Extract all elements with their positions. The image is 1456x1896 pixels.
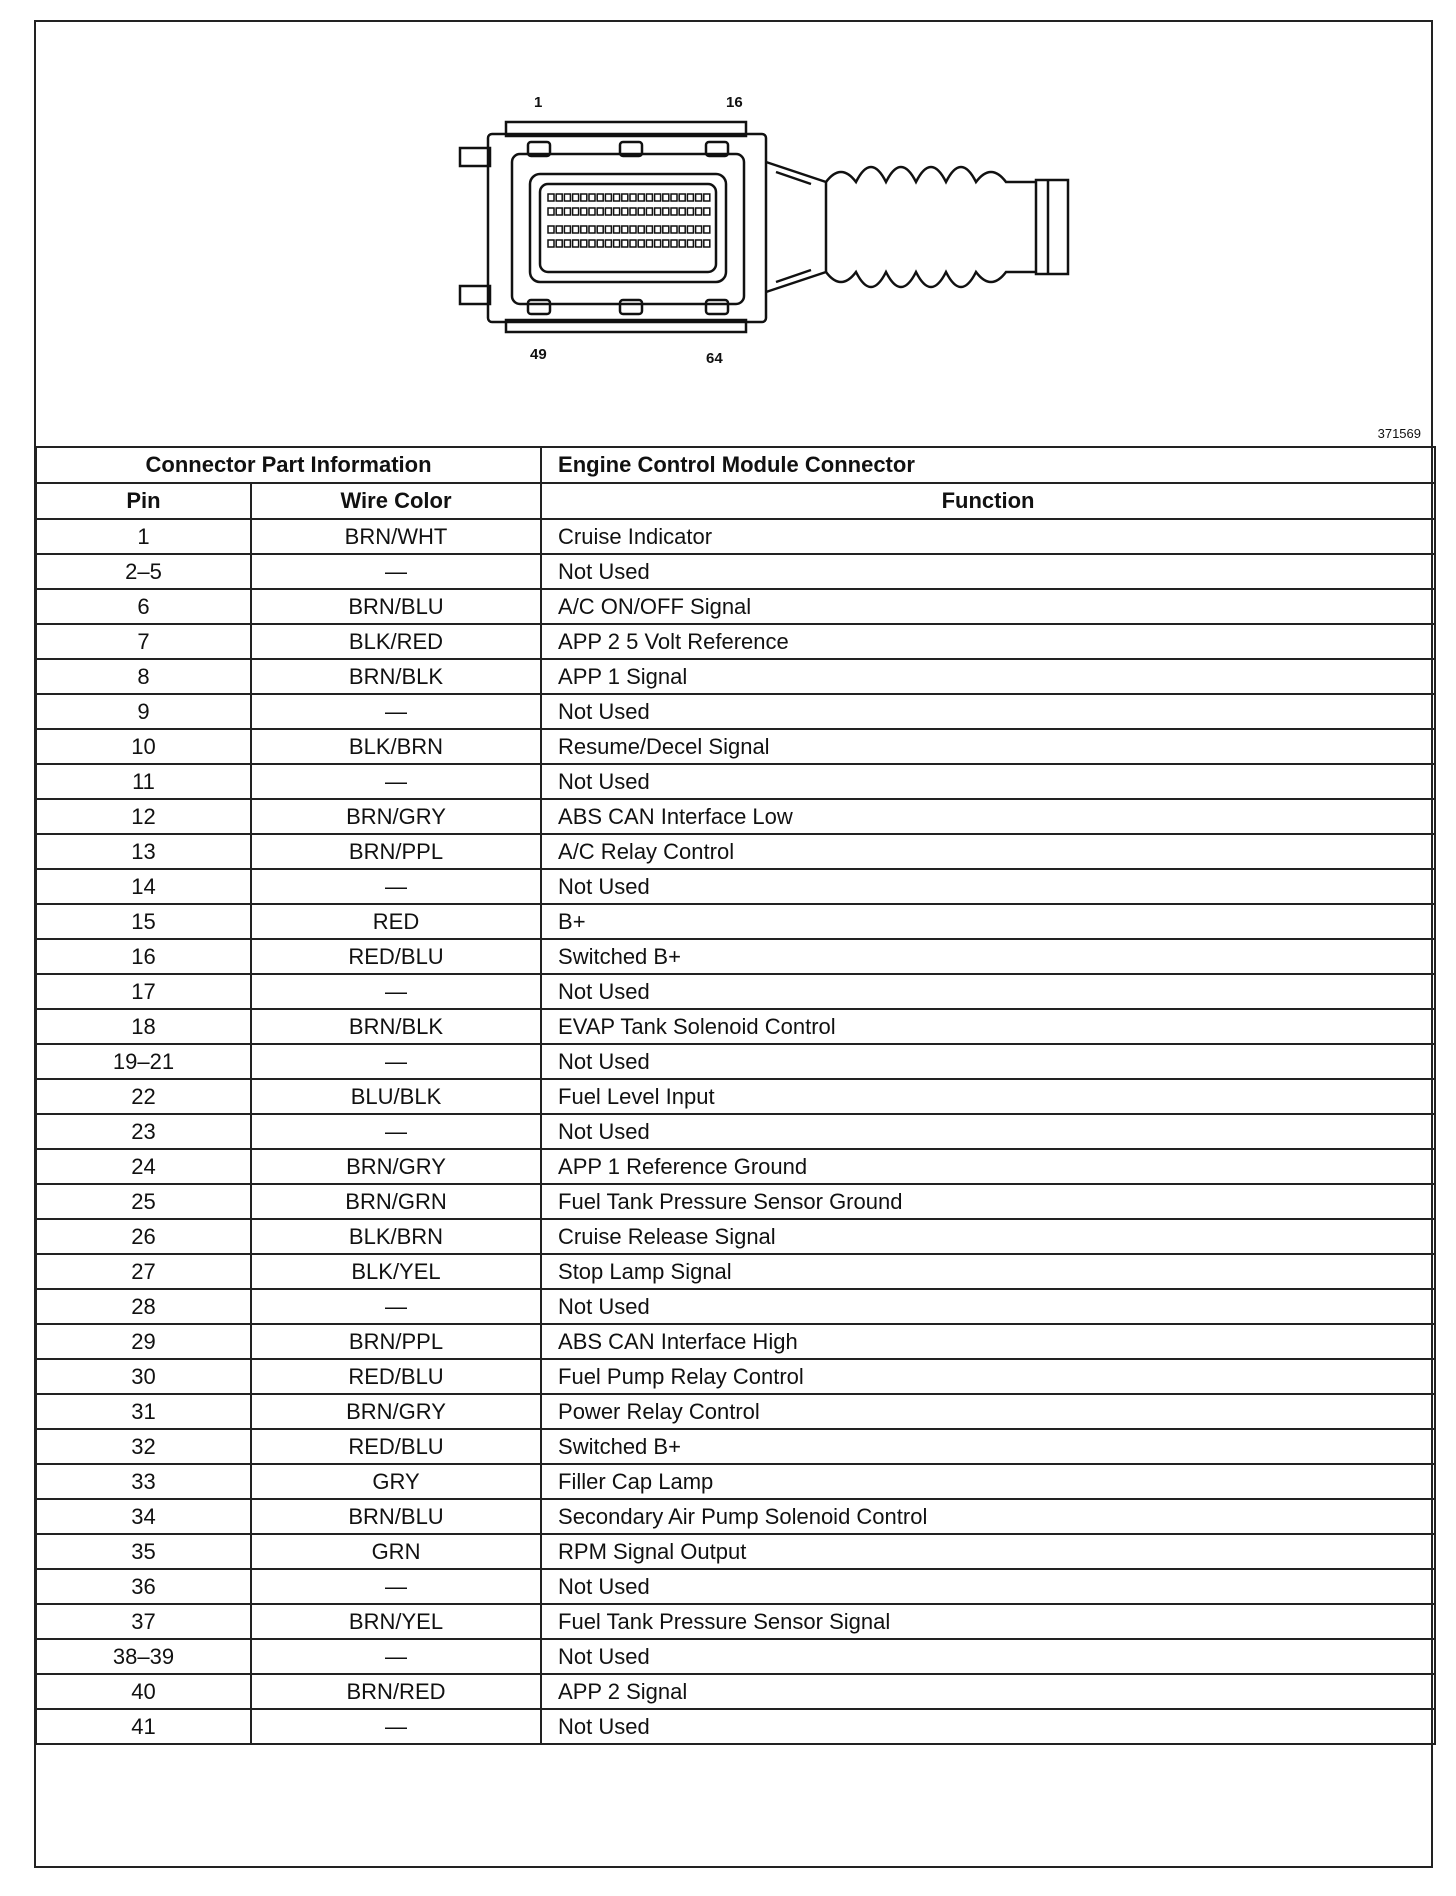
table-row <box>36 1079 1435 1114</box>
pin-cell: 7 <box>36 624 251 659</box>
pin-cavity <box>630 194 636 201</box>
function-cell: Not Used <box>541 1114 1435 1149</box>
wire-color-cell: BRN/GRY <box>251 1149 541 1184</box>
pin-cavity <box>655 194 661 201</box>
table-row <box>36 1674 1435 1709</box>
table-row <box>36 904 1435 939</box>
pin-cavity <box>614 208 620 215</box>
wire-color-cell: BRN/RED <box>251 1674 541 1709</box>
pin-cavity <box>671 226 677 233</box>
function-cell: Fuel Pump Relay Control <box>541 1359 1435 1394</box>
pin-cell: 22 <box>36 1079 251 1114</box>
pin-cell: 35 <box>36 1534 251 1569</box>
function-cell: ABS CAN Interface Low <box>541 799 1435 834</box>
table-row <box>36 1464 1435 1499</box>
function-cell: Not Used <box>541 1709 1435 1744</box>
header-ecm-connector: Engine Control Module Connector <box>541 447 1435 483</box>
pin-cavity <box>573 208 579 215</box>
pin-cavity <box>614 194 620 201</box>
pin-cell: 26 <box>36 1219 251 1254</box>
pin-cavity <box>622 208 628 215</box>
pin-cavity <box>671 208 677 215</box>
function-cell: Not Used <box>541 694 1435 729</box>
function-cell: Switched B+ <box>541 1429 1435 1464</box>
pin-cavity <box>589 226 595 233</box>
function-cell: A/C Relay Control <box>541 834 1435 869</box>
pin-cavity <box>614 240 620 247</box>
table-row <box>36 1044 1435 1079</box>
pin-cell: 34 <box>36 1499 251 1534</box>
pin-cavity <box>548 226 554 233</box>
pin-cavity <box>573 240 579 247</box>
pin-cavity <box>573 194 579 201</box>
wire-color-cell: BRN/BLK <box>251 659 541 694</box>
pin-cavity <box>679 208 685 215</box>
function-cell: Resume/Decel Signal <box>541 729 1435 764</box>
function-cell: Cruise Indicator <box>541 519 1435 554</box>
function-cell: Cruise Release Signal <box>541 1219 1435 1254</box>
function-cell: APP 2 5 Volt Reference <box>541 624 1435 659</box>
function-cell: Not Used <box>541 554 1435 589</box>
pin-cavity <box>679 226 685 233</box>
pin-cavity <box>581 194 587 201</box>
wire-color-cell: BRN/GRY <box>251 799 541 834</box>
pin-label-1: 1 <box>534 94 543 111</box>
wire-color-cell: — <box>251 1569 541 1604</box>
table-column-header <box>36 483 1435 519</box>
wire-color-cell: BRN/BLU <box>251 1499 541 1534</box>
pin-cavity <box>663 208 669 215</box>
function-cell: Stop Lamp Signal <box>541 1254 1435 1289</box>
function-cell: Switched B+ <box>541 939 1435 974</box>
pin-cavity <box>548 194 554 201</box>
pin-cell: 29 <box>36 1324 251 1359</box>
table-row <box>36 1359 1435 1394</box>
connector-drawing <box>36 22 1435 448</box>
table-row <box>36 1009 1435 1044</box>
pin-cell: 1 <box>36 519 251 554</box>
pin-cavity <box>704 208 710 215</box>
table-row <box>36 1184 1435 1219</box>
function-cell: B+ <box>541 904 1435 939</box>
wire-color-cell: BRN/YEL <box>251 1604 541 1639</box>
wire-color-cell: — <box>251 1044 541 1079</box>
table-row <box>36 729 1435 764</box>
pin-cell: 24 <box>36 1149 251 1184</box>
table-row <box>36 799 1435 834</box>
pin-cell: 41 <box>36 1709 251 1744</box>
function-cell: Not Used <box>541 869 1435 904</box>
pin-cell: 25 <box>36 1184 251 1219</box>
pin-cell: 30 <box>36 1359 251 1394</box>
wire-color-cell: BLK/BRN <box>251 1219 541 1254</box>
wire-color-cell: BLK/YEL <box>251 1254 541 1289</box>
table-row <box>36 939 1435 974</box>
pin-cavity <box>597 208 603 215</box>
pin-cell: 8 <box>36 659 251 694</box>
function-cell: EVAP Tank Solenoid Control <box>541 1009 1435 1044</box>
pin-cell: 12 <box>36 799 251 834</box>
pin-label-49: 49 <box>530 346 547 363</box>
pin-cavity <box>655 240 661 247</box>
pin-cavity <box>663 226 669 233</box>
wire-color-cell: BRN/WHT <box>251 519 541 554</box>
pin-cavity <box>564 194 570 201</box>
pin-cavity <box>614 226 620 233</box>
pin-cavity <box>704 194 710 201</box>
pin-cell: 33 <box>36 1464 251 1499</box>
table-row <box>36 554 1435 589</box>
document-frame <box>34 20 1433 1868</box>
pin-cell: 28 <box>36 1289 251 1324</box>
table-row <box>36 974 1435 1009</box>
wire-color-cell: RED/BLU <box>251 939 541 974</box>
pin-cell: 31 <box>36 1394 251 1429</box>
pin-label-64: 64 <box>706 350 723 367</box>
table-row <box>36 1639 1435 1674</box>
pin-cavity <box>696 194 702 201</box>
pin-cavity <box>564 226 570 233</box>
table-row <box>36 1324 1435 1359</box>
wire-color-cell: RED <box>251 904 541 939</box>
pin-cavity <box>638 208 644 215</box>
pin-cell: 32 <box>36 1429 251 1464</box>
pin-cavity <box>548 240 554 247</box>
wire-color-cell: BRN/GRY <box>251 1394 541 1429</box>
pin-cavity <box>556 226 562 233</box>
function-cell: Fuel Tank Pressure Sensor Signal <box>541 1604 1435 1639</box>
function-cell: APP 1 Reference Ground <box>541 1149 1435 1184</box>
pin-cavity <box>564 240 570 247</box>
table-row <box>36 1114 1435 1149</box>
figure-id: 371569 <box>1377 426 1421 441</box>
function-cell: APP 2 Signal <box>541 1674 1435 1709</box>
table-row <box>36 1429 1435 1464</box>
pin-cell: 9 <box>36 694 251 729</box>
function-cell: APP 1 Signal <box>541 659 1435 694</box>
pin-cavity <box>630 208 636 215</box>
wire-color-cell: GRN <box>251 1534 541 1569</box>
pin-cavity <box>663 240 669 247</box>
function-cell: Not Used <box>541 1639 1435 1674</box>
table-row <box>36 1289 1435 1324</box>
pin-cavity <box>556 208 562 215</box>
table-row <box>36 834 1435 869</box>
pin-cavity <box>581 208 587 215</box>
wire-color-cell: BRN/PPL <box>251 1324 541 1359</box>
table-row <box>36 1534 1435 1569</box>
pin-cavity <box>696 226 702 233</box>
wire-color-cell: — <box>251 1289 541 1324</box>
pin-cell: 16 <box>36 939 251 974</box>
function-cell: Power Relay Control <box>541 1394 1435 1429</box>
pin-cavity <box>696 208 702 215</box>
pin-cell: 15 <box>36 904 251 939</box>
wire-color-cell: BLK/BRN <box>251 729 541 764</box>
function-cell: Fuel Tank Pressure Sensor Ground <box>541 1184 1435 1219</box>
table-row <box>36 764 1435 799</box>
table-row <box>36 659 1435 694</box>
wire-color-cell: BRN/GRN <box>251 1184 541 1219</box>
wire-color-cell: — <box>251 694 541 729</box>
pin-cell: 6 <box>36 589 251 624</box>
pin-cavity <box>646 194 652 201</box>
table-row <box>36 624 1435 659</box>
pin-cavity <box>696 240 702 247</box>
pin-cavity <box>687 194 693 201</box>
col-wire-color-header: Wire Color <box>251 483 541 519</box>
pin-cavity <box>564 208 570 215</box>
pin-cell: 19–21 <box>36 1044 251 1079</box>
pin-cavity <box>556 240 562 247</box>
header-connector-part-info: Connector Part Information <box>36 447 541 483</box>
table-body <box>36 519 1435 1744</box>
pin-cell: 40 <box>36 1674 251 1709</box>
table-row <box>36 1569 1435 1604</box>
table-row <box>36 1604 1435 1639</box>
pin-cell: 11 <box>36 764 251 799</box>
col-pin-header: Pin <box>36 483 251 519</box>
pin-cavity <box>638 226 644 233</box>
wire-color-cell: GRY <box>251 1464 541 1499</box>
pin-cavity <box>671 194 677 201</box>
function-cell: A/C ON/OFF Signal <box>541 589 1435 624</box>
pin-cavity <box>605 226 611 233</box>
pin-cavity <box>581 226 587 233</box>
pin-cavity <box>589 194 595 201</box>
pin-cavity <box>605 240 611 247</box>
pin-cavity <box>556 194 562 201</box>
pin-cavity <box>548 208 554 215</box>
function-cell: Not Used <box>541 1044 1435 1079</box>
pin-cell: 18 <box>36 1009 251 1044</box>
pin-cavity <box>622 194 628 201</box>
pin-cell: 2–5 <box>36 554 251 589</box>
pin-cell: 13 <box>36 834 251 869</box>
pin-cavity <box>597 240 603 247</box>
pin-cavity <box>646 208 652 215</box>
pin-cavity <box>589 240 595 247</box>
pin-cavity <box>573 226 579 233</box>
wire-color-cell: BRN/BLU <box>251 589 541 624</box>
wire-color-cell: — <box>251 1114 541 1149</box>
pin-cavity <box>589 208 595 215</box>
pin-cell: 17 <box>36 974 251 1009</box>
table-row <box>36 1254 1435 1289</box>
function-cell: Not Used <box>541 764 1435 799</box>
pin-cell: 27 <box>36 1254 251 1289</box>
pin-cavity <box>622 240 628 247</box>
function-cell: Not Used <box>541 1569 1435 1604</box>
pin-cavity <box>679 240 685 247</box>
pin-label-16: 16 <box>726 94 743 111</box>
pin-cavity <box>605 194 611 201</box>
function-cell: Secondary Air Pump Solenoid Control <box>541 1499 1435 1534</box>
wire-color-cell: RED/BLU <box>251 1359 541 1394</box>
wire-color-cell: BLU/BLK <box>251 1079 541 1114</box>
table-row <box>36 589 1435 624</box>
pin-cavity <box>581 240 587 247</box>
pinout-table <box>35 446 1436 1745</box>
wire-color-cell: BRN/PPL <box>251 834 541 869</box>
pin-cavity <box>630 226 636 233</box>
pin-cavity <box>704 240 710 247</box>
table-row <box>36 869 1435 904</box>
wire-color-cell: — <box>251 1709 541 1744</box>
wire-color-cell: — <box>251 1639 541 1674</box>
pin-cavity <box>671 240 677 247</box>
table-row <box>36 519 1435 554</box>
table-group-header <box>36 447 1435 483</box>
pin-cavity <box>704 226 710 233</box>
wire-color-cell: — <box>251 554 541 589</box>
connector-figure <box>36 22 1431 448</box>
pin-cell: 10 <box>36 729 251 764</box>
pin-cavity <box>646 226 652 233</box>
pin-cell: 14 <box>36 869 251 904</box>
pin-cavity <box>687 240 693 247</box>
table-row <box>36 1709 1435 1744</box>
function-cell: ABS CAN Interface High <box>541 1324 1435 1359</box>
pin-cavity <box>622 226 628 233</box>
pin-cell: 36 <box>36 1569 251 1604</box>
table-row <box>36 1219 1435 1254</box>
pin-cavity <box>605 208 611 215</box>
wire-color-cell: RED/BLU <box>251 1429 541 1464</box>
pin-cavity <box>597 194 603 201</box>
wire-color-cell: — <box>251 869 541 904</box>
wire-color-cell: — <box>251 974 541 1009</box>
table-row <box>36 1394 1435 1429</box>
pin-cavity <box>646 240 652 247</box>
wire-color-cell: BRN/BLK <box>251 1009 541 1044</box>
pin-cavity <box>638 240 644 247</box>
wire-color-cell: BLK/RED <box>251 624 541 659</box>
pin-cavity <box>679 194 685 201</box>
function-cell: Not Used <box>541 974 1435 1009</box>
pin-cavity <box>687 226 693 233</box>
function-cell: Fuel Level Input <box>541 1079 1435 1114</box>
pin-cell: 23 <box>36 1114 251 1149</box>
pin-cavity <box>687 208 693 215</box>
pin-cavity <box>630 240 636 247</box>
table-row <box>36 694 1435 729</box>
table-row <box>36 1149 1435 1184</box>
function-cell: Not Used <box>541 1289 1435 1324</box>
pin-cavity <box>655 226 661 233</box>
pin-cavity <box>597 226 603 233</box>
function-cell: RPM Signal Output <box>541 1534 1435 1569</box>
pin-cell: 37 <box>36 1604 251 1639</box>
pin-cavity <box>655 208 661 215</box>
pin-cavity <box>638 194 644 201</box>
col-function-header: Function <box>541 483 1435 519</box>
pin-cell: 38–39 <box>36 1639 251 1674</box>
table-row <box>36 1499 1435 1534</box>
pin-cavity <box>663 194 669 201</box>
function-cell: Filler Cap Lamp <box>541 1464 1435 1499</box>
wire-color-cell: — <box>251 764 541 799</box>
